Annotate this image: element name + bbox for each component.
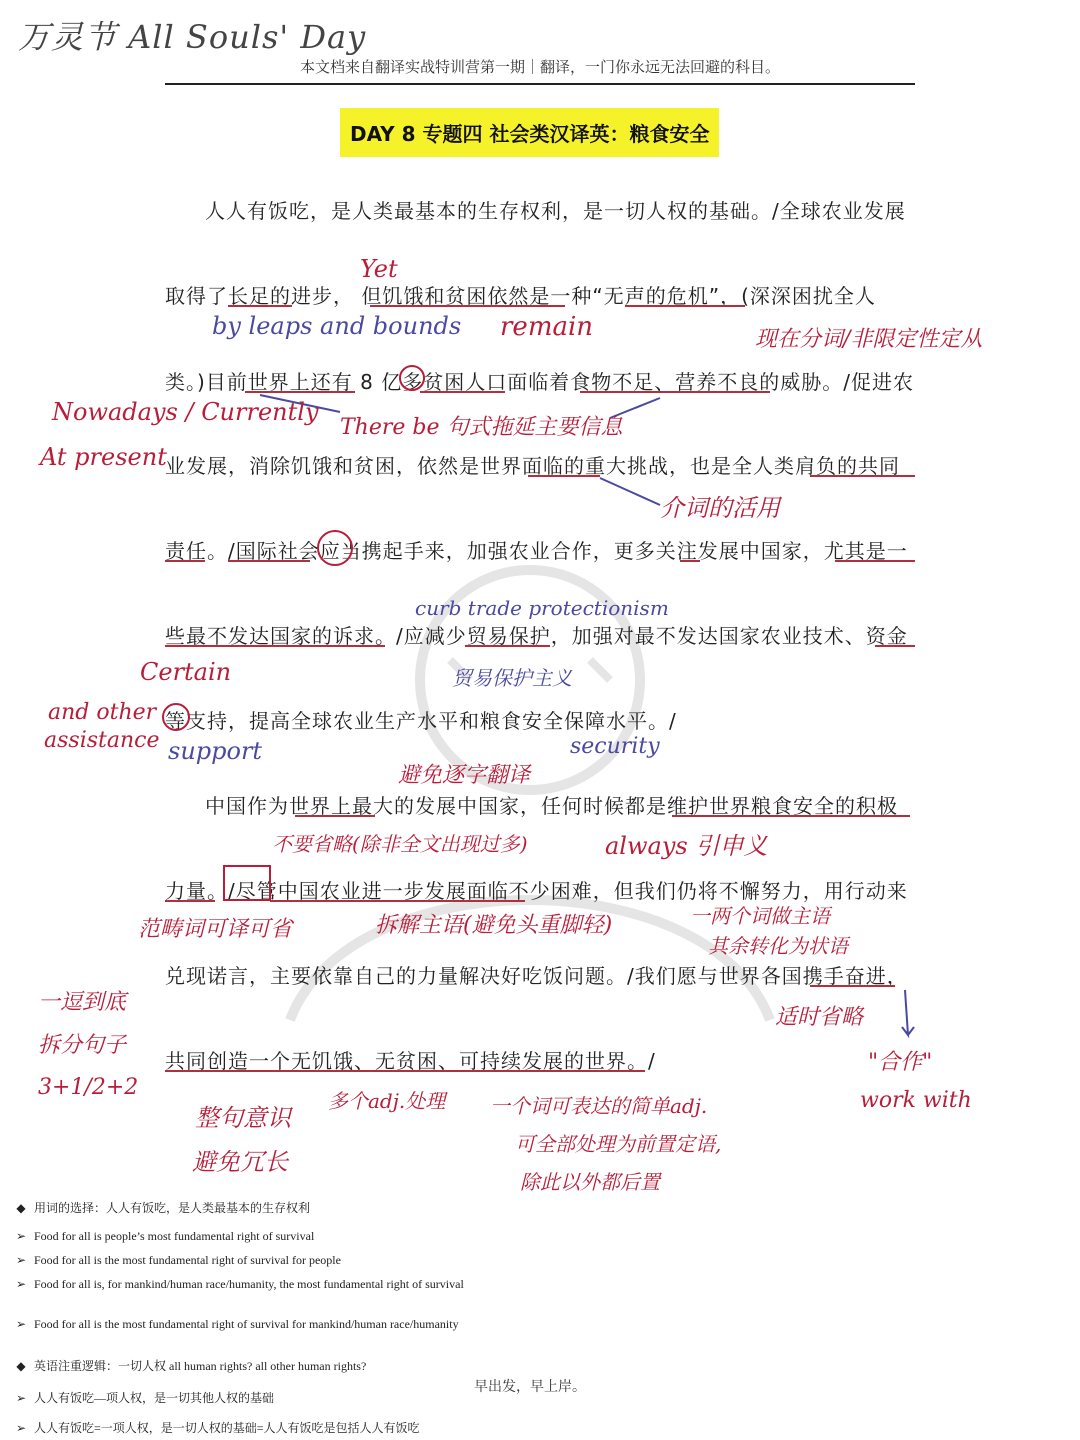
text-line-7: 等支持，提高全球农业生产水平和粮食安全保障水平。/ [165, 709, 677, 733]
annotation-yet: Yet [360, 255, 398, 283]
annotation-work-with: work with [860, 1088, 972, 1113]
annotation-timely-omit: 适时省略 [775, 1005, 864, 1030]
page-title: DAY 8 专题四 社会类汉译英：粮食安全 [340, 108, 719, 157]
annotation-support: support [168, 737, 263, 765]
text-line-5: 责任。/国际社会应当携起手来，加强农业合作，更多关注发展中国家，尤其是一 [165, 539, 908, 563]
list-item: ➢ Food for all is, for mankind/human race/humanity, the most fundamental right of survival [15, 1277, 464, 1291]
annotation-prep: 介词的活用 [660, 494, 780, 522]
notes-list [8, 1200, 478, 1440]
annotation-one-to-end: 一逗到底 [38, 990, 127, 1015]
annotation-there-be: There be 句式拖延主要信息 [340, 415, 623, 440]
annotation-cooperate: "合作" [868, 1050, 933, 1075]
annotation-participle: 现在分词/非限定性定从 [755, 327, 983, 352]
annotation-curb: curb trade protectionism [415, 596, 669, 620]
text-line-2: 取得了长足的进步， 但饥饿和贫困依然是一种“无声的危机”，(深深困扰全人 [165, 284, 876, 308]
annotation-avoid-literal: 避免逐字翻译 [398, 763, 531, 788]
annotation-assistance: assistance [44, 728, 160, 753]
annotation-no-omit: 不要省略(除非全文出现过多) [272, 832, 528, 856]
text-line-4: 业发展，消除饥饿和贫困，依然是世界面临的重大挑战，也是全人类肩负的共同 [165, 454, 900, 478]
annotation-ratio: 3+1/2+2 [38, 1075, 139, 1100]
text-line-1: 人人有饭吃，是人类最基本的生存权利，是一切人权的基础。/全球农业发展 [205, 199, 906, 223]
motto-text: 早出发，早上岸。 [474, 1379, 586, 1395]
annotation-security: security [570, 734, 660, 759]
document-header: 本文档来自翻译实战特训营第一期｜翻译，一门你永远无法回避的科目。 [165, 56, 915, 85]
annotation-rest-adverbial: 其余转化为状语 [708, 934, 848, 958]
top-handwritten-title: 万灵节 All Souls' Day [18, 18, 367, 56]
annotation-multi-adj: 多个adj.处理 [328, 1089, 446, 1113]
annotation-by-leaps: by leaps and bounds [212, 312, 462, 340]
annotation-whole-sentence: 整句意识 [195, 1104, 291, 1132]
list-item: ➢ Food for all is people’s most fundamental right of survival [15, 1229, 315, 1243]
text-line-9: 力量。/尽管中国农业进一步发展面临不少困难，但我们仍将不懈努力，用行动来 [165, 879, 908, 903]
annotation-split-sentence: 拆分句子 [38, 1033, 127, 1058]
annotation-simple-adj-1: 一个词可表达的简单adj. [490, 1094, 708, 1118]
list-item: ➢ 人人有饭吃—项人权，是一切其他人权的基础 [15, 1391, 275, 1405]
text-line-10: 兑现诺言，主要依靠自己的力量解决好吃饭问题。/我们愿与世界各国携手奋进， [165, 964, 908, 988]
annotation-simple-adj-3: 除此以外都后置 [520, 1170, 660, 1194]
list-item: ◆ 用词的选择：人人有饭吃，是人类最基本的生存权利 [16, 1201, 311, 1215]
annotation-at-present: At present [40, 443, 167, 471]
list-item: ➢ 人人有饭吃=一项人权，是一切人权的基础=人人有饭吃是包括人人有饭吃 [15, 1421, 420, 1435]
annotation-avoid-redundant: 避免冗长 [192, 1148, 288, 1176]
annotation-vague: 范畴词可译可省 [138, 917, 293, 942]
list-item: ◆ 英语注重逻辑：一切人权 all human rights? all other human rights? [16, 1359, 367, 1373]
annotation-split-subject: 拆解主语(避免头重脚轻) [375, 913, 613, 938]
text-line-6: 些最不发达国家的诉求。/应减少贸易保护，加强对最不发达国家农业技术、资金 [165, 624, 908, 648]
annotation-protectionism: 贸易保护主义 [452, 666, 572, 690]
list-item: ➢ Food for all is the most fundamental right of survival for people [15, 1253, 341, 1267]
annotation-one-two-words: 一两个词做主语 [690, 904, 830, 928]
list-item: ➢ Food for all is the most fundamental right of survival for mankind/human race/humanity [15, 1317, 459, 1331]
annotation-always: always 引申义 [605, 832, 768, 860]
annotation-certain: Certain [140, 658, 232, 686]
text-line-11: 共同创造一个无饥饿、无贫困、可持续发展的世界。/ [165, 1049, 656, 1073]
annotation-nowadays: Nowadays / Currently [52, 398, 319, 426]
text-line-3: 类。)目前世界上还有 8 亿多贫困人口面临着食物不足、营养不良的威胁。/促进农 [165, 370, 914, 394]
annotation-remain: remain [500, 312, 594, 342]
annotation-and-other: and other [48, 700, 157, 725]
annotation-simple-adj-2: 可全部处理为前置定语, [515, 1132, 722, 1156]
text-line-8: 中国作为世界上最大的发展中国家，任何时候都是维护世界粮食安全的积极 [205, 794, 898, 818]
